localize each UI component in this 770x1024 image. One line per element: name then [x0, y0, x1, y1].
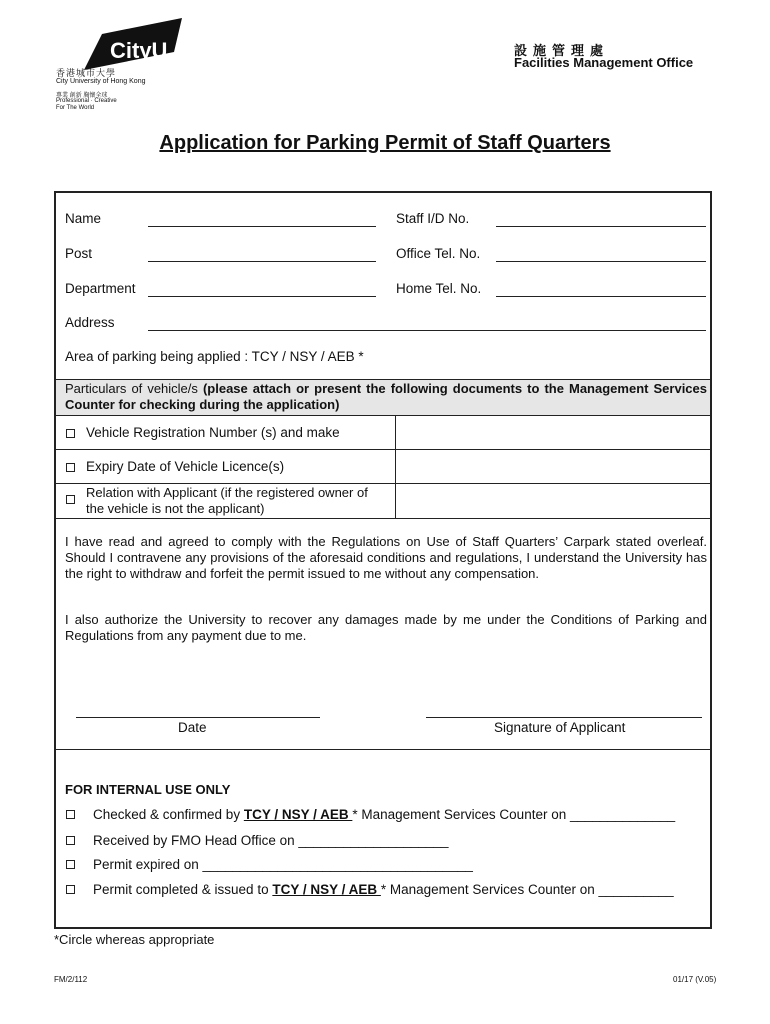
- declaration-paragraph-2: I also authorize the University to recover any damages made by me under the Conditions of Parking and Regulations from any payment due to me.: [65, 612, 707, 643]
- applicant-signature-line[interactable]: [426, 717, 702, 718]
- permit-issued-label: Permit completed & issued to TCY / NSY / AEB * Management Services Counter on __________: [93, 882, 674, 897]
- staff-id-field[interactable]: [496, 226, 706, 227]
- department-english-name: Facilities Management Office: [514, 55, 694, 70]
- date-signature-line[interactable]: [76, 717, 320, 718]
- home-tel-field[interactable]: [496, 296, 706, 297]
- date-label: Date: [178, 720, 207, 735]
- received-fmo-label: Received by FMO Head Office on ____________________: [93, 833, 449, 848]
- application-form: [54, 191, 712, 929]
- signature-label: Signature of Applicant: [494, 720, 626, 735]
- internal-use-title: FOR INTERNAL USE ONLY: [65, 782, 231, 797]
- relation-checkbox[interactable]: [66, 495, 75, 504]
- relation-label: Relation with Applicant (if the registered owner of the vehicle is not the applicant): [86, 485, 368, 516]
- permit-expired-checkbox[interactable]: [66, 860, 75, 869]
- form-title: Application for Parking Permit of Staff Quarters: [159, 132, 611, 154]
- name-label: Name: [65, 211, 102, 226]
- staff-id-label: Staff I/D No.: [396, 211, 470, 226]
- post-label: Post: [65, 246, 93, 261]
- permit-issued-checkbox[interactable]: [66, 885, 75, 894]
- divider: [56, 449, 710, 450]
- logo-tagline-2: For The World: [56, 105, 95, 111]
- form-version: 01/17 (V.05): [673, 975, 717, 984]
- vehicle-registration-checkbox[interactable]: [66, 429, 75, 438]
- form-number: FM/2/112: [54, 975, 88, 984]
- parking-area-label: Area of parking being applied : TCY / NSY / AEB *: [65, 349, 364, 364]
- particulars-header: Particulars of vehicle/s (please attach or present the following documents to the Management Services Counter for checking during the application): [65, 381, 707, 412]
- office-tel-field[interactable]: [496, 261, 706, 262]
- logo-tagline-chinese: 專業 創新 胸懷全球: [56, 93, 108, 99]
- address-field[interactable]: [148, 330, 706, 331]
- licence-expiry-checkbox[interactable]: [66, 463, 75, 472]
- name-field[interactable]: [148, 226, 376, 227]
- cityu-logo-mark: [80, 18, 182, 70]
- post-field[interactable]: [148, 261, 376, 262]
- department-label: Department: [65, 281, 136, 296]
- divider: [56, 518, 710, 519]
- declaration-paragraph-1: I have read and agreed to comply with the Regulations on Use of Staff Quarters’ Carpark stated overleaf. Should I contravene any provisions of the aforesaid conditions and regulations, I understand the University has the right to withdraw and forfeit the permit issued to me without any compensation.: [65, 534, 707, 581]
- logo-chinese-name: 香港城市大學: [56, 68, 117, 78]
- checked-confirmed-label: Checked & confirmed by TCY / NSY / AEB * Management Services Counter on ______________: [93, 807, 676, 822]
- logo-wordmark: CityU: [110, 38, 168, 63]
- cityu-logo: [52, 18, 182, 110]
- table-column-divider: [395, 415, 396, 518]
- home-tel-label: Home Tel. No.: [396, 281, 482, 296]
- checked-confirmed-checkbox[interactable]: [66, 810, 75, 819]
- address-label: Address: [65, 315, 115, 330]
- divider: [56, 749, 710, 750]
- logo-english-name: City University of Hong Kong: [56, 78, 146, 85]
- department-field[interactable]: [148, 296, 376, 297]
- office-tel-label: Office Tel. No.: [396, 246, 481, 261]
- received-fmo-checkbox[interactable]: [66, 836, 75, 845]
- footnote: *Circle whereas appropriate: [54, 932, 215, 947]
- divider: [56, 483, 710, 484]
- divider: [56, 415, 710, 416]
- vehicle-registration-label: Vehicle Registration Number (s) and make: [86, 425, 340, 440]
- permit-expired-label: Permit expired on ____________________________________: [93, 857, 473, 872]
- logo-tagline-1: Professional · Creative: [56, 98, 117, 104]
- licence-expiry-label: Expiry Date of Vehicle Licence(s): [86, 459, 285, 474]
- department-chinese-name: 設施管理處: [514, 43, 610, 58]
